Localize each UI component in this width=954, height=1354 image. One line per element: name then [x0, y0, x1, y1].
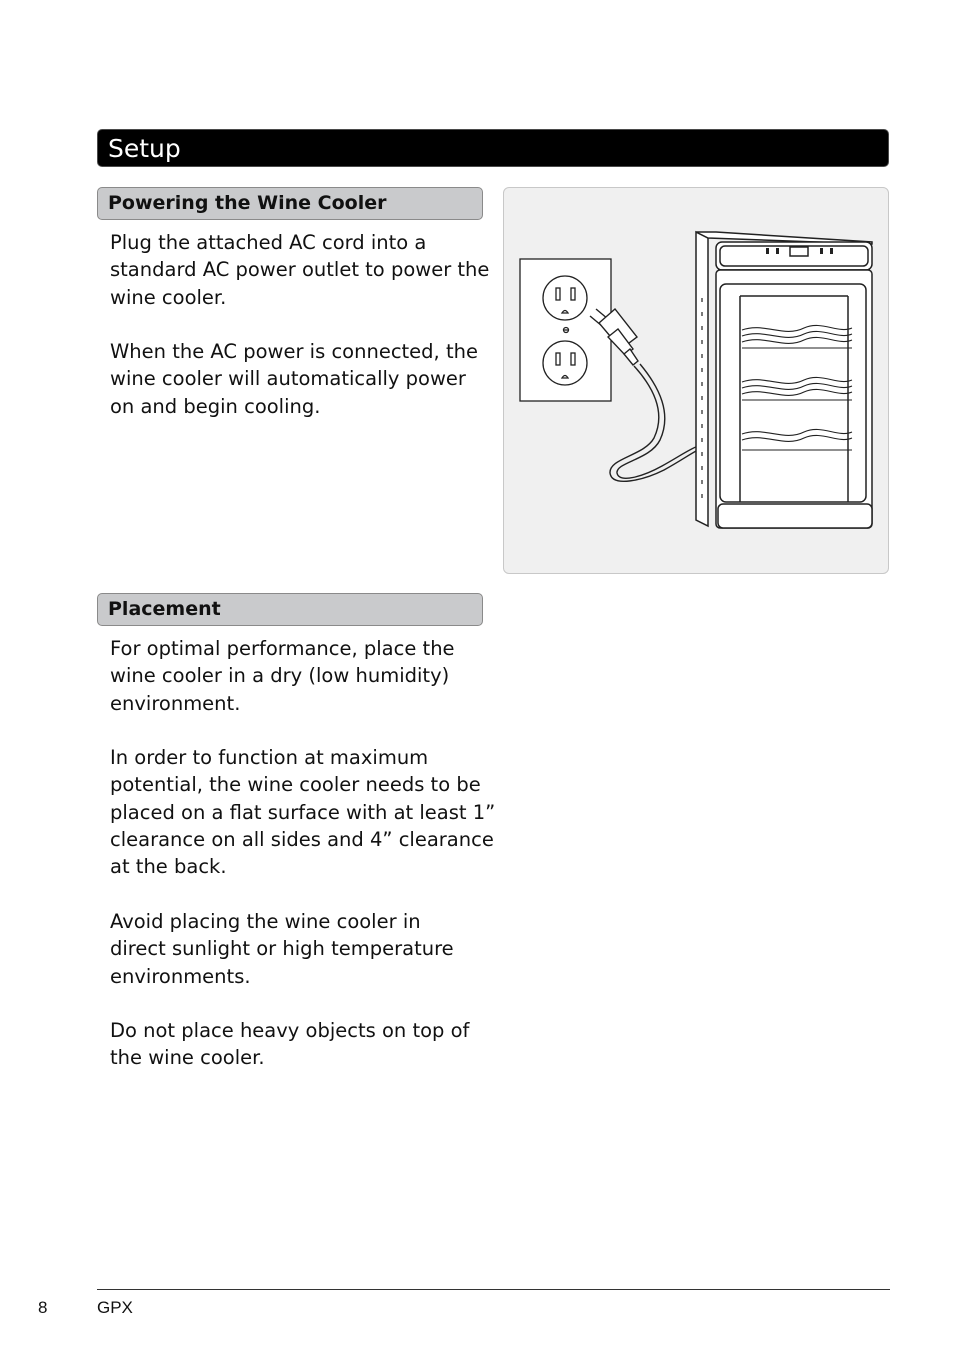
heading-placement: Placement [97, 593, 483, 626]
powering-paragraph-1: Plug the attached AC cord into a standard AC power outlet to power the wine cooler. [110, 231, 490, 309]
footer-divider [97, 1289, 890, 1290]
wall-outlet-icon [520, 259, 611, 401]
section-title-setup: Setup [97, 129, 889, 167]
placement-paragraph-1: For optimal performance, place the wine cooler in a dry (low humidity) environment. [110, 637, 455, 715]
placement-paragraph-2: In order to function at maximum potential, the wine cooler needs to be placed on a flat surface with at least 1” clearance on all sides and 4” clearance at the back. [110, 746, 496, 879]
placement-paragraph-4: Do not place heavy objects on top of the wine cooler. [110, 1019, 470, 1070]
powering-paragraph-2: When the AC power is connected, the wine cooler will automatically power on and begin cooling. [110, 340, 478, 418]
brand-label: GPX [97, 1298, 133, 1317]
wine-cooler-icon [696, 232, 872, 528]
powering-text [110, 229, 495, 447]
cooler-plug-drawing [504, 188, 890, 575]
wine-cooler-illustration [503, 187, 889, 574]
placement-paragraph-3: Avoid placing the wine cooler in direct sunlight or high temperature environments. [110, 909, 454, 988]
placement-text [110, 635, 495, 1099]
page-number: 8 [38, 1298, 48, 1317]
heading-powering: Powering the Wine Cooler [97, 187, 483, 220]
